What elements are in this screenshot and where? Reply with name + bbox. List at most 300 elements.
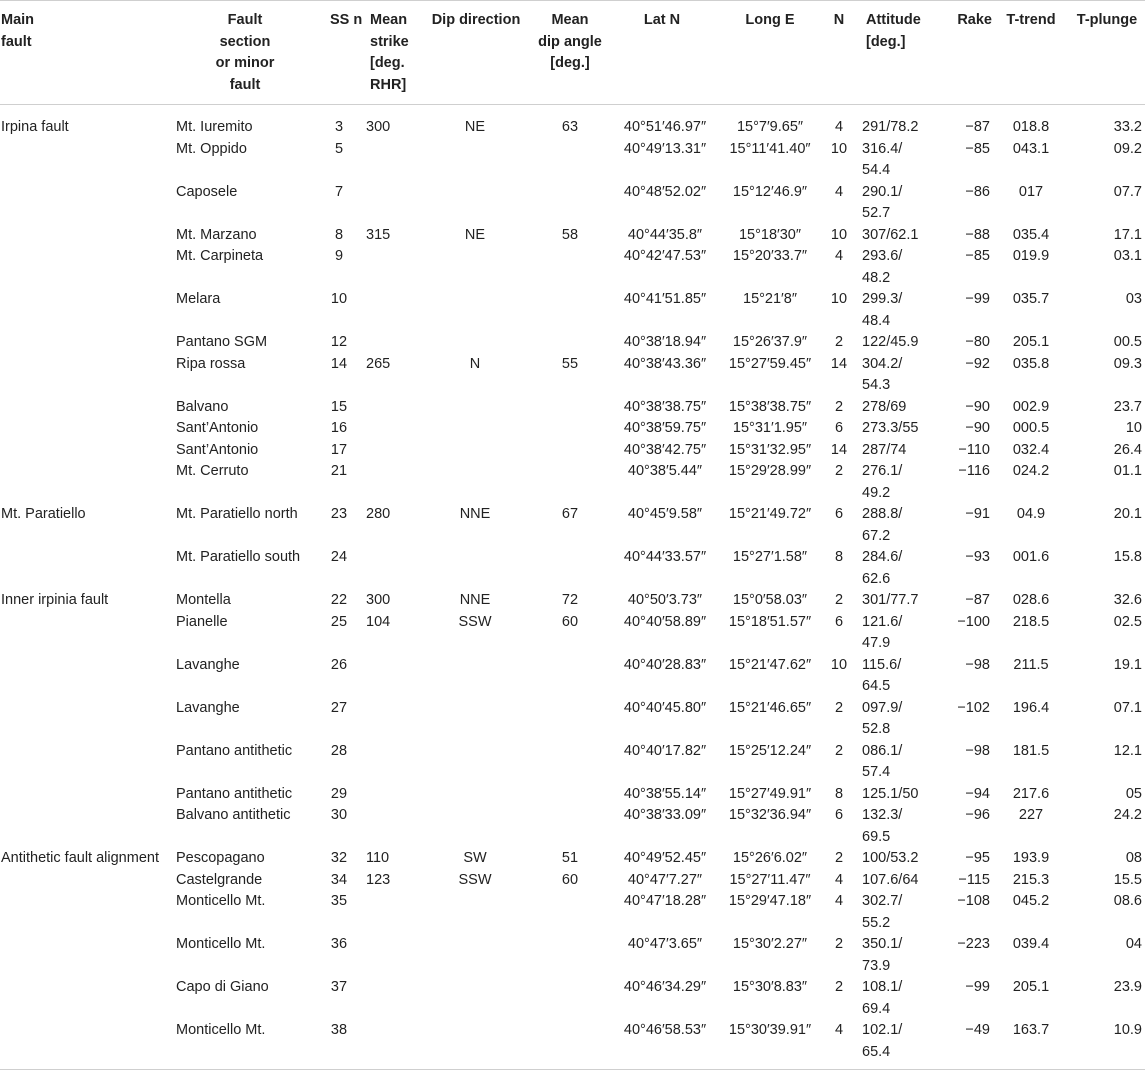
cell-section: Castelgrande xyxy=(176,871,263,888)
cell-strike: 300 xyxy=(366,119,391,135)
cell-n: 8 xyxy=(834,785,844,802)
cell-n: 8 xyxy=(834,549,844,565)
cell-long: 15°21′47.62″ xyxy=(728,656,812,673)
cell-lat: 40°41′51.85″ xyxy=(623,291,707,307)
cell-n: 2 xyxy=(834,334,844,350)
cell-lat: 40°44′35.8″ xyxy=(627,226,703,243)
column-header-ttrend: T-trend xyxy=(1006,12,1056,28)
cell-long: 15°7′9.65″ xyxy=(736,119,804,135)
cell-tplunge: 32.6 xyxy=(1113,592,1142,608)
cell-att: 122/45.9 xyxy=(862,334,919,350)
cell-att: 291/78.2 xyxy=(862,119,919,135)
cell-lat: 40°40′45.80″ xyxy=(623,699,707,716)
cell-section: Mt. Oppido xyxy=(176,140,247,157)
cell-att: 276.1/ 49.2 xyxy=(862,463,903,501)
cell-section: Monticello Mt. xyxy=(176,936,266,952)
cell-ss: 34 xyxy=(330,871,348,888)
cell-ss: 17 xyxy=(330,441,348,458)
cell-ss: 9 xyxy=(334,248,344,264)
table-row xyxy=(0,139,1145,182)
cell-lat: 40°49′52.45″ xyxy=(623,850,707,866)
cell-long: 15°27′1.58″ xyxy=(732,549,808,565)
cell-lat: 40°40′58.89″ xyxy=(623,613,707,630)
cell-ttrend: 217.6 xyxy=(1012,785,1050,802)
cell-tplunge: 33.2 xyxy=(1113,119,1142,135)
cell-lat: 40°38′33.09″ xyxy=(623,807,707,823)
cell-tplunge: 01.1 xyxy=(1113,463,1142,479)
cell-lat: 40°46′58.53″ xyxy=(623,1022,707,1038)
cell-strike: 123 xyxy=(366,871,391,888)
cell-strike: 280 xyxy=(366,506,391,522)
table-body xyxy=(0,105,1145,1063)
cell-long: 15°29′28.99″ xyxy=(728,463,812,479)
cell-long: 15°26′37.9″ xyxy=(732,334,808,350)
cell-n: 10 xyxy=(830,226,848,243)
cell-ttrend: 028.6 xyxy=(1012,592,1050,608)
table-row xyxy=(0,870,1145,892)
cell-dip: 63 xyxy=(561,119,579,135)
cell-n: 6 xyxy=(834,807,844,823)
cell-ttrend: 205.1 xyxy=(1012,979,1050,995)
cell-section: Pianelle xyxy=(176,613,228,630)
cell-n: 4 xyxy=(834,871,844,888)
cell-lat: 40°47′18.28″ xyxy=(623,893,707,909)
column-header-dip: Mean dip angle [deg.] xyxy=(538,12,602,71)
cell-ss: 5 xyxy=(334,140,344,157)
cell-tplunge: 07.1 xyxy=(1113,699,1142,716)
cell-ttrend: 205.1 xyxy=(1012,334,1050,350)
cell-long: 15°11′41.40″ xyxy=(729,140,811,157)
table-row xyxy=(0,784,1145,806)
cell-long: 15°38′38.75″ xyxy=(728,398,812,415)
cell-att: 097.9/ 52.8 xyxy=(862,699,903,737)
cell-att: 125.1/50 xyxy=(862,785,919,802)
cell-section: Mt. Iuremito xyxy=(176,119,253,135)
cell-tplunge: 09.2 xyxy=(1113,140,1142,157)
cell-ttrend: 04.9 xyxy=(1016,506,1046,522)
cell-ttrend: 211.5 xyxy=(1013,656,1049,673)
table-row xyxy=(0,182,1145,225)
cell-ttrend: 017 xyxy=(1018,183,1044,200)
cell-section: Mt. Cerruto xyxy=(176,463,249,479)
cell-dipdir: N xyxy=(469,355,481,372)
cell-n: 2 xyxy=(834,592,844,608)
cell-section: Sant’Antonio xyxy=(176,441,259,458)
cell-lat: 40°38′59.75″ xyxy=(623,420,707,436)
cell-rake: −108 xyxy=(957,893,990,909)
cell-section: Melara xyxy=(176,291,221,307)
cell-lat: 40°40′17.82″ xyxy=(623,742,707,759)
cell-dipdir: NE xyxy=(464,119,486,135)
cell-main: Mt. Paratiello xyxy=(1,506,86,522)
cell-tplunge: 03.1 xyxy=(1113,248,1142,264)
cell-dip: 60 xyxy=(561,871,579,888)
cell-rake: −91 xyxy=(965,506,990,522)
cell-tplunge: 19.1 xyxy=(1113,656,1142,673)
table-row xyxy=(0,289,1145,332)
cell-long: 15°31′32.95″ xyxy=(728,441,812,458)
cell-dip: 58 xyxy=(561,226,579,243)
table-row xyxy=(0,612,1145,655)
cell-ss: 12 xyxy=(330,334,348,350)
cell-rake: −110 xyxy=(958,441,990,458)
cell-n: 6 xyxy=(834,506,844,522)
cell-dipdir: NNE xyxy=(459,592,491,608)
cell-strike: 265 xyxy=(366,355,391,372)
cell-ttrend: 193.9 xyxy=(1012,850,1050,866)
cell-dipdir: SSW xyxy=(458,871,492,888)
cell-main: Inner irpinia fault xyxy=(1,592,109,608)
cell-tplunge: 17.1 xyxy=(1113,226,1142,243)
cell-long: 15°29′47.18″ xyxy=(728,893,812,909)
cell-section: Sant’Antonio xyxy=(176,420,259,436)
cell-long: 15°12′46.9″ xyxy=(732,183,808,200)
cell-tplunge: 00.5 xyxy=(1113,334,1142,350)
table-row xyxy=(0,1020,1145,1063)
cell-section: Mt. Paratiello north xyxy=(176,506,298,522)
cell-att: 307/62.1 xyxy=(862,226,919,243)
cell-ss: 8 xyxy=(334,226,344,243)
cell-long: 15°21′49.72″ xyxy=(728,506,812,522)
cell-att: 304.2/ 54.3 xyxy=(862,355,903,393)
cell-long: 15°25′12.24″ xyxy=(728,742,812,759)
column-header-strike: Mean strike [deg. RHR] xyxy=(370,12,409,93)
cell-att: 278/69 xyxy=(862,398,907,415)
cell-ss: 22 xyxy=(330,592,348,608)
cell-dipdir: SW xyxy=(463,850,487,866)
cell-rake: −80 xyxy=(965,334,990,350)
cell-strike: 315 xyxy=(366,226,391,243)
cell-rake: −116 xyxy=(958,463,990,479)
cell-tplunge: 05 xyxy=(1125,785,1142,802)
cell-dipdir: NNE xyxy=(459,506,491,522)
cell-ss: 35 xyxy=(330,893,348,909)
column-header-rake: Rake xyxy=(957,12,992,28)
table-row xyxy=(0,354,1145,397)
table-row xyxy=(0,440,1145,462)
table-row xyxy=(0,590,1145,612)
cell-att: 316.4/ 54.4 xyxy=(862,140,903,178)
cell-long: 15°30′39.91″ xyxy=(728,1022,812,1038)
cell-ss: 38 xyxy=(330,1022,348,1038)
cell-section: Mt. Paratiello south xyxy=(176,549,301,565)
cell-ss: 28 xyxy=(330,742,348,759)
cell-section: Lavanghe xyxy=(176,656,240,673)
cell-strike: 300 xyxy=(366,592,391,608)
cell-ttrend: 163.7 xyxy=(1012,1022,1050,1038)
cell-att: 086.1/ 57.4 xyxy=(862,742,903,780)
cell-section: Ripa rossa xyxy=(176,355,246,372)
column-header-att: Attitude [deg.] xyxy=(866,12,921,50)
cell-rake: −115 xyxy=(958,871,990,888)
cell-att: 301/77.7 xyxy=(862,592,919,608)
cell-ttrend: 024.2 xyxy=(1012,463,1050,479)
cell-n: 10 xyxy=(830,291,848,307)
cell-ttrend: 218.5 xyxy=(1012,613,1050,630)
cell-n: 2 xyxy=(834,979,844,995)
cell-long: 15°21′46.65″ xyxy=(728,699,812,716)
cell-rake: −49 xyxy=(965,1022,990,1038)
cell-tplunge: 10 xyxy=(1125,420,1142,436)
cell-rake: −88 xyxy=(965,226,990,243)
cell-tplunge: 23.7 xyxy=(1113,398,1142,415)
cell-ss: 36 xyxy=(330,936,348,952)
cell-att: 290.1/ 52.7 xyxy=(862,183,903,221)
cell-lat: 40°38′18.94″ xyxy=(623,334,707,350)
cell-rake: −223 xyxy=(957,936,990,952)
column-header-section: Fault section or minor fault xyxy=(215,12,275,93)
cell-ttrend: 227 xyxy=(1018,807,1044,823)
cell-lat: 40°42′47.53″ xyxy=(623,248,707,264)
cell-long: 15°30′2.27″ xyxy=(732,936,808,952)
cell-rake: −99 xyxy=(965,979,990,995)
cell-n: 4 xyxy=(834,1022,844,1038)
table-row xyxy=(0,418,1145,440)
cell-n: 14 xyxy=(830,355,848,372)
table-row xyxy=(0,225,1145,247)
cell-section: Pantano antithetic xyxy=(176,742,293,759)
cell-rake: −85 xyxy=(965,140,990,157)
cell-n: 10 xyxy=(830,140,848,157)
cell-tplunge: 07.7 xyxy=(1113,183,1142,200)
cell-rake: −86 xyxy=(965,183,990,200)
cell-ss: 30 xyxy=(330,807,348,823)
cell-long: 15°27′11.47″ xyxy=(729,871,811,888)
cell-dip: 51 xyxy=(561,850,579,866)
table-row xyxy=(0,848,1145,870)
cell-section: Pescopagano xyxy=(176,850,265,866)
cell-ttrend: 045.2 xyxy=(1012,893,1050,909)
cell-long: 15°27′49.91″ xyxy=(728,785,812,802)
cell-ss: 37 xyxy=(330,979,348,995)
column-header-n: N xyxy=(833,12,845,28)
cell-long: 15°31′1.95″ xyxy=(732,420,808,436)
cell-ttrend: 019.9 xyxy=(1012,248,1050,264)
cell-rake: −96 xyxy=(965,807,990,823)
cell-tplunge: 24.2 xyxy=(1113,807,1142,823)
cell-rake: −99 xyxy=(965,291,990,307)
cell-ss: 7 xyxy=(334,183,344,200)
cell-ttrend: 000.5 xyxy=(1012,420,1050,436)
cell-att: 107.6/64 xyxy=(862,871,919,888)
cell-section: Monticello Mt. xyxy=(176,893,266,909)
cell-n: 2 xyxy=(834,742,844,759)
cell-tplunge: 09.3 xyxy=(1113,355,1142,372)
cell-long: 15°20′33.7″ xyxy=(732,248,808,264)
cell-ss: 29 xyxy=(330,785,348,802)
table-row xyxy=(0,332,1145,354)
cell-ss: 26 xyxy=(330,656,348,673)
column-header-dipdir: Dip direction xyxy=(431,12,521,28)
cell-tplunge: 02.5 xyxy=(1113,613,1142,630)
cell-lat: 40°47′7.27″ xyxy=(627,871,703,888)
cell-ttrend: 215.3 xyxy=(1012,871,1050,888)
cell-att: 115.6/ 64.5 xyxy=(862,656,902,694)
cell-lat: 40°44′33.57″ xyxy=(623,549,707,565)
cell-att: 100/53.2 xyxy=(862,850,919,866)
table-row xyxy=(0,547,1145,590)
cell-lat: 40°38′55.14″ xyxy=(623,785,707,802)
cell-long: 15°32′36.94″ xyxy=(728,807,812,823)
cell-ttrend: 196.4 xyxy=(1012,699,1050,716)
cell-att: 273.3/55 xyxy=(862,420,919,436)
cell-lat: 40°49′13.31″ xyxy=(623,140,707,157)
column-header-long: Long E xyxy=(745,12,795,28)
cell-lat: 40°48′52.02″ xyxy=(623,183,707,200)
cell-lat: 40°38′43.36″ xyxy=(623,355,707,372)
table-row xyxy=(0,246,1145,289)
table-row xyxy=(0,397,1145,419)
cell-dipdir: NE xyxy=(464,226,486,243)
cell-rake: −100 xyxy=(957,613,990,630)
cell-ttrend: 001.6 xyxy=(1012,549,1050,565)
cell-long: 15°0′58.03″ xyxy=(732,592,808,608)
table-row xyxy=(0,504,1145,547)
cell-ss: 15 xyxy=(330,398,348,415)
cell-ss: 27 xyxy=(330,699,348,716)
cell-rake: −102 xyxy=(957,699,990,716)
cell-att: 299.3/ 48.4 xyxy=(862,291,903,329)
cell-rake: −98 xyxy=(965,656,990,673)
cell-ttrend: 032.4 xyxy=(1012,441,1050,458)
table-row xyxy=(0,698,1145,741)
cell-ss: 32 xyxy=(330,850,348,866)
cell-ss: 21 xyxy=(330,463,348,479)
cell-n: 2 xyxy=(834,463,844,479)
cell-att: 288.8/ 67.2 xyxy=(862,506,903,544)
table-row xyxy=(0,655,1145,698)
cell-main: Irpina fault xyxy=(1,119,69,135)
cell-section: Monticello Mt. xyxy=(176,1022,266,1038)
cell-rake: −90 xyxy=(965,420,990,436)
cell-rake: −85 xyxy=(965,248,990,264)
cell-att: 293.6/ 48.2 xyxy=(862,248,903,286)
cell-n: 2 xyxy=(834,398,844,415)
column-header-tplunge: T-plunge xyxy=(1076,12,1138,28)
cell-section: Capo di Giano xyxy=(176,979,269,995)
cell-tplunge: 12.1 xyxy=(1113,742,1142,759)
cell-ss: 3 xyxy=(334,119,344,135)
cell-ss: 25 xyxy=(330,613,348,630)
cell-dip: 67 xyxy=(561,506,579,522)
cell-rake: −87 xyxy=(965,592,990,608)
cell-n: 6 xyxy=(834,420,844,436)
cell-section: Mt. Carpineta xyxy=(176,248,264,264)
cell-lat: 40°38′5.44″ xyxy=(627,463,703,479)
cell-n: 10 xyxy=(830,656,848,673)
cell-lat: 40°40′28.83″ xyxy=(623,656,707,673)
cell-n: 14 xyxy=(830,441,848,458)
table-row xyxy=(0,891,1145,934)
cell-dip: 55 xyxy=(561,355,579,372)
cell-ttrend: 035.8 xyxy=(1012,355,1050,372)
cell-dipdir: SSW xyxy=(458,613,492,630)
table-row xyxy=(0,741,1145,784)
cell-section: Balvano antithetic xyxy=(176,807,291,823)
cell-ttrend: 043.1 xyxy=(1012,140,1050,157)
cell-tplunge: 03 xyxy=(1125,291,1142,307)
cell-rake: −87 xyxy=(965,119,990,135)
cell-section: Pantano antithetic xyxy=(176,785,293,802)
cell-lat: 40°51′46.97″ xyxy=(623,119,707,135)
cell-n: 2 xyxy=(834,936,844,952)
cell-ss: 10 xyxy=(330,291,348,307)
cell-lat: 40°38′38.75″ xyxy=(623,398,707,415)
cell-rake: −90 xyxy=(965,398,990,415)
cell-section: Lavanghe xyxy=(176,699,240,716)
cell-ss: 14 xyxy=(330,355,348,372)
cell-section: Balvano xyxy=(176,398,229,415)
cell-section: Pantano SGM xyxy=(176,334,268,350)
cell-tplunge: 15.5 xyxy=(1113,871,1142,888)
cell-n: 4 xyxy=(834,893,844,909)
cell-tplunge: 15.8 xyxy=(1113,549,1142,565)
cell-long: 15°27′59.45″ xyxy=(728,355,812,372)
cell-ttrend: 002.9 xyxy=(1012,398,1050,415)
cell-ss: 24 xyxy=(330,549,348,565)
cell-att: 284.6/ 62.6 xyxy=(862,549,903,587)
cell-rake: −95 xyxy=(965,850,990,866)
table-row xyxy=(0,934,1145,977)
cell-main: Antithetic fault alignment xyxy=(1,850,159,866)
cell-rake: −92 xyxy=(965,355,990,372)
cell-lat: 40°50′3.73″ xyxy=(627,592,703,608)
cell-ttrend: 039.4 xyxy=(1012,936,1050,952)
cell-tplunge: 08.6 xyxy=(1113,893,1142,909)
cell-n: 4 xyxy=(834,119,844,135)
cell-att: 132.3/ 69.5 xyxy=(862,807,903,845)
column-header-lat: Lat N xyxy=(643,12,681,28)
table-header xyxy=(0,0,1145,105)
cell-att: 102.1/ 65.4 xyxy=(862,1022,903,1060)
cell-strike: 104 xyxy=(366,613,391,630)
cell-ttrend: 181.5 xyxy=(1012,742,1050,759)
cell-n: 2 xyxy=(834,699,844,716)
cell-dip: 60 xyxy=(561,613,579,630)
cell-ss: 23 xyxy=(330,506,348,522)
table-row xyxy=(0,805,1145,848)
table-row xyxy=(0,977,1145,1020)
cell-long: 15°18′30″ xyxy=(738,226,802,243)
cell-tplunge: 26.4 xyxy=(1113,441,1142,458)
table-row xyxy=(0,461,1145,504)
cell-att: 350.1/ 73.9 xyxy=(862,936,903,974)
cell-tplunge: 23.9 xyxy=(1113,979,1142,995)
column-header-ss: SS n xyxy=(330,12,363,28)
cell-att: 287/74 xyxy=(862,441,907,458)
column-header-main: Main fault xyxy=(1,12,35,50)
cell-lat: 40°45′9.58″ xyxy=(627,506,703,522)
cell-long: 15°21′8″ xyxy=(743,291,797,307)
cell-lat: 40°38′42.75″ xyxy=(623,441,707,458)
cell-tplunge: 08 xyxy=(1125,850,1142,866)
cell-att: 108.1/ 69.4 xyxy=(862,979,903,1017)
cell-long: 15°30′8.83″ xyxy=(732,979,808,995)
cell-n: 4 xyxy=(834,248,844,264)
cell-lat: 40°47′3.65″ xyxy=(627,936,703,952)
table-row xyxy=(0,117,1145,139)
cell-n: 2 xyxy=(834,850,844,866)
cell-ttrend: 035.7 xyxy=(1012,291,1050,307)
cell-tplunge: 04 xyxy=(1125,936,1142,952)
cell-tplunge: 10.9 xyxy=(1113,1022,1142,1038)
cell-dip: 72 xyxy=(561,592,579,608)
cell-section: Caposele xyxy=(176,183,238,200)
cell-long: 15°26′6.02″ xyxy=(732,850,808,866)
cell-att: 302.7/ 55.2 xyxy=(862,893,903,931)
cell-long: 15°18′51.57″ xyxy=(728,613,812,630)
cell-ttrend: 035.4 xyxy=(1012,226,1050,243)
